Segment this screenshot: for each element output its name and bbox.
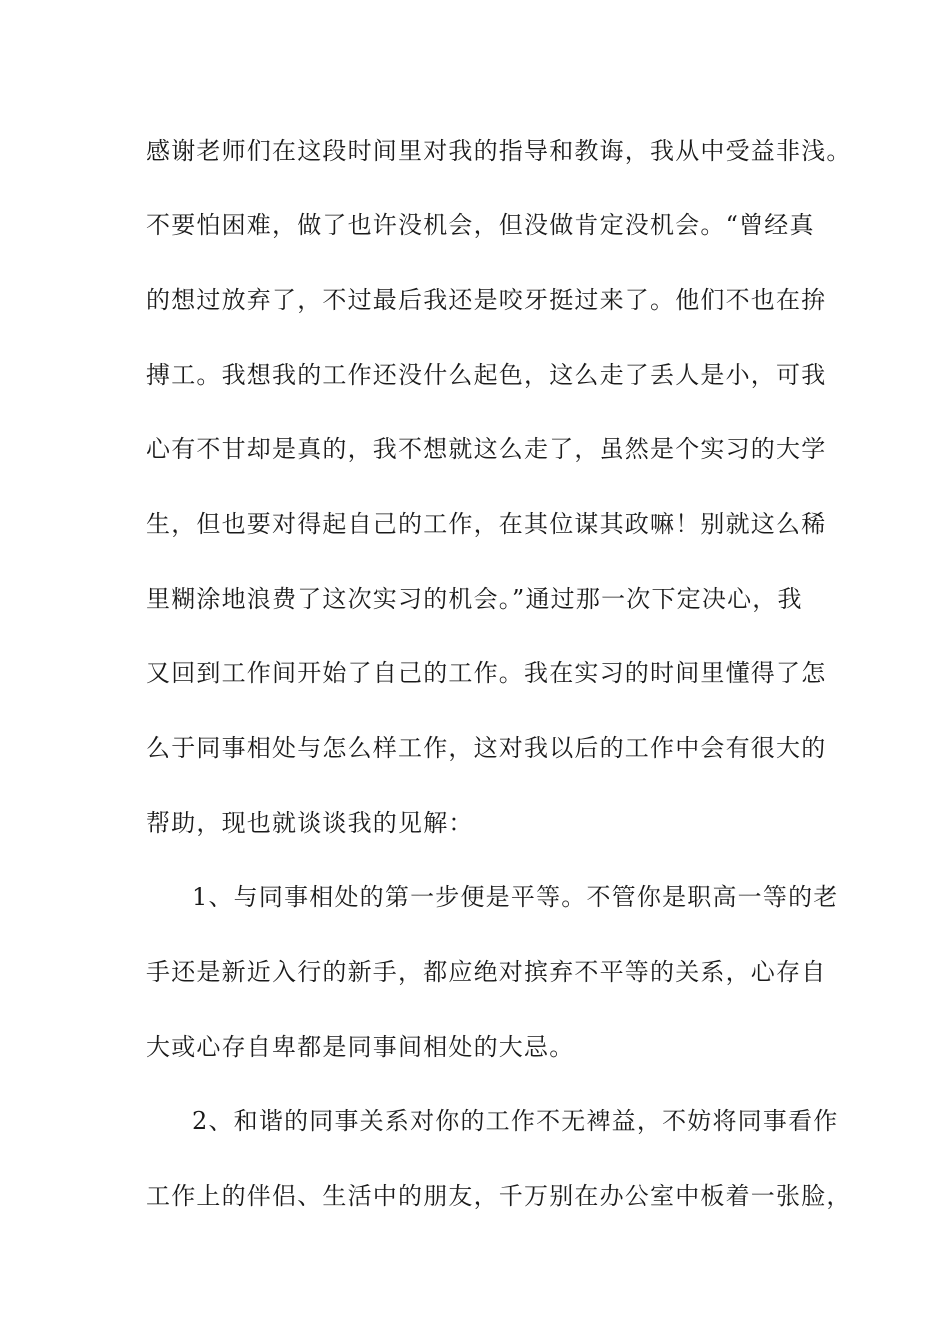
text-line: 手还是新近入行的新手，都应绝对摈弃不平等的关系，心存自 <box>146 958 827 986</box>
list-item-first-line: 1、与同事相处的第一步便是平等。不管你是职高一等的老 <box>192 883 839 911</box>
text-line: 的想过放弃了，不过最后我还是咬牙挺过来了。他们不也在拚 <box>146 286 827 314</box>
text-line: 不要怕困难，做了也许没机会，但没做肯定没机会。“曾经真 <box>146 211 815 239</box>
text-line: 生，但也要对得起自己的工作，在其位谋其政嘛！别就这么稀 <box>146 510 827 538</box>
text-line: 搏工。我想我的工作还没什么起色，这么走了丢人是小，可我 <box>146 361 827 389</box>
text-line: 里糊涂地浪费了这次实习的机会。”通过那一次下定决心，我 <box>146 585 803 613</box>
text-line: 工作上的伴侣、生活中的朋友，千万别在办公室中板着一张脸， <box>146 1182 852 1210</box>
text-line: 心有不甘却是真的，我不想就这么走了，虽然是个实习的大学 <box>146 435 827 463</box>
text-line: 又回到工作间开始了自己的工作。我在实习的时间里懂得了怎 <box>146 659 827 687</box>
text-line: 么于同事相处与怎么样工作，这对我以后的工作中会有很大的 <box>146 734 827 762</box>
text-line: 帮助，现也就谈谈我的见解： <box>146 809 474 837</box>
text-line: 感谢老师们在这段时间里对我的指导和教诲，我从中受益非浅。 <box>146 137 852 165</box>
list-item-first-line: 2、和谐的同事关系对你的工作不无裨益，不妨将同事看作 <box>192 1107 839 1135</box>
text-line: 大或心存自卑都是同事间相处的大忌。 <box>146 1033 575 1061</box>
